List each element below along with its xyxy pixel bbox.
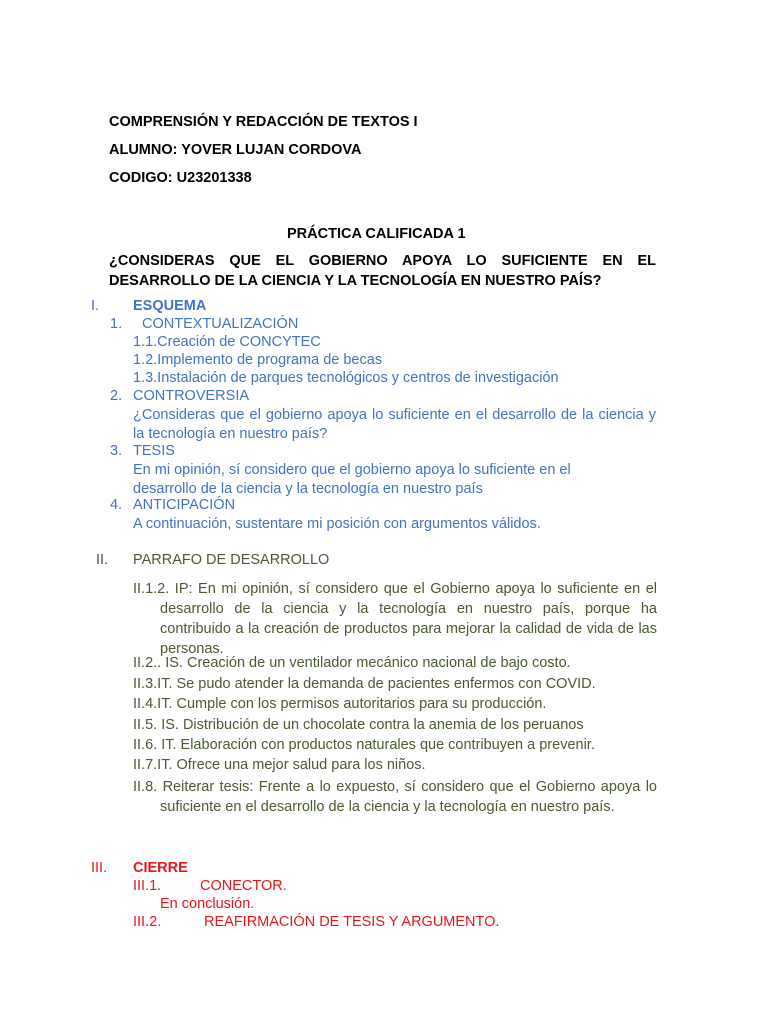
section1-title: ESQUEMA (133, 298, 207, 314)
sub-item-1-3: 1.3.Instalación de parques tecnológicos y centros de investigación (133, 370, 559, 386)
dev-item-2: II.2.. IS. Creación de un ventilador mecánico nacional de bajo costo. (133, 655, 571, 671)
student-name: ALUMNO: YOVER LUJAN CORDOVA (109, 142, 362, 158)
item2-title: CONTROVERSIA (133, 388, 250, 404)
closing-item1-number: III.1. (133, 878, 162, 894)
item1-number: 1. (110, 316, 123, 332)
closing-item1-text: En conclusión. (160, 896, 255, 912)
section2-number: II. (96, 552, 109, 568)
student-code: CODIGO: U23201338 (109, 170, 252, 186)
thesis-text: En mi opinión, sí considero que el gobierno apoya lo suficiente en el desarrollo de la ciencia y la tecnología en nuestro país (133, 462, 571, 497)
dev-item-4: II.4.IT. Cumple con los permisos autoritarios para su producción. (133, 696, 547, 712)
item4-title: ANTICIPACIÓN (133, 497, 236, 513)
course-title: COMPRENSIÓN Y REDACCIÓN DE TEXTOS I (109, 114, 418, 130)
question-heading: ¿CONSIDERAS QUE EL GOBIERNO APOYA LO SUFICIENTE EN EL DESARROLLO DE LA CIENCIA Y LA TECNOLOGÍA EN NUESTRO PAÍS? (109, 253, 656, 289)
item2-number: 2. (110, 388, 123, 404)
item1-title: CONTEXTUALIZACIÓN (142, 316, 299, 332)
dev-item-5: II.5. IS. Distribución de un chocolate contra la anemia de los peruanos (133, 717, 584, 733)
anticipation-text: A continuación, sustentare mi posición con argumentos válidos. (133, 516, 541, 532)
ip-paragraph: II.1.2. IP: En mi opinión, sí considero que el Gobierno apoya lo suficiente en el desarrollo de la ciencia y la tecnología en nuestro país, porque ha contribuido a la creación de productos para mejorar la calidad de vida de las personas. (133, 581, 657, 657)
practice-title: PRÁCTICA CALIFICADA 1 (287, 226, 466, 242)
section2-title: PARRAFO DE DESARROLLO (133, 552, 330, 568)
section1-number: I. (91, 298, 100, 314)
dev-item-3: II.3.IT. Se pudo atender la demanda de pacientes enfermos con COVID. (133, 676, 596, 692)
dev-item-7: II.7.IT. Ofrece una mejor salud para los niños. (133, 757, 426, 773)
controversy-text: ¿Consideras que el gobierno apoya lo suficiente en el desarrollo de la ciencia y la tecnología en nuestro país? (133, 407, 656, 442)
sub-item-1-1: 1.1.Creación de CONCYTEC (133, 334, 321, 350)
section3-number: III. (91, 860, 108, 876)
item3-number: 3. (110, 443, 123, 459)
item3-title: TESIS (133, 443, 175, 459)
closing-item1-title: CONECTOR. (200, 878, 287, 894)
dev-item-6: II.6. IT. Elaboración con productos naturales que contribuyen a prevenir. (133, 737, 595, 753)
sub-item-1-2: 1.2.Implemento de programa de becas (133, 352, 383, 368)
reiterate-thesis: II.8. Reiterar tesis: Frente a lo expuesto, sí considero que el Gobierno apoya lo suficiente en el desarrollo de la ciencia y la tecnología en nuestro país. (133, 779, 657, 815)
closing-item2-title: REAFIRMACIÓN DE TESIS Y ARGUMENTO. (204, 914, 500, 930)
section3-title: CIERRE (133, 860, 188, 876)
item4-number: 4. (110, 497, 123, 513)
closing-item2-number: III.2. (133, 914, 162, 930)
